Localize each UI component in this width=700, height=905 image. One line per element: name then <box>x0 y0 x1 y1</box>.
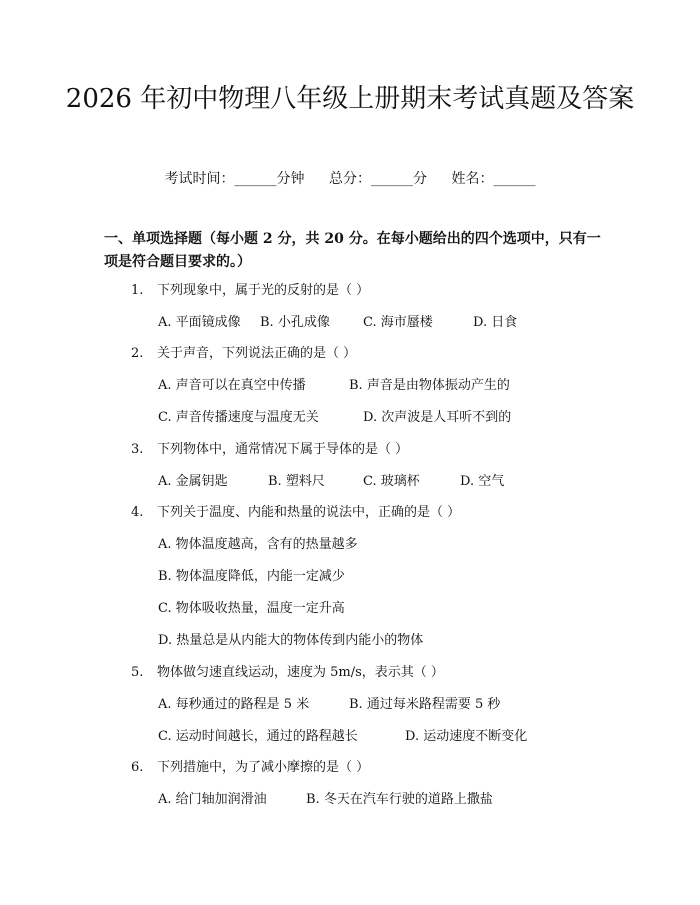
option-2d: D. 次声波是人耳听不到的 <box>363 410 512 425</box>
question-4 <box>131 503 460 523</box>
exam-score: 总分：______分 <box>329 171 427 187</box>
question-text: 下列措施中，为了减小摩擦的是（ ） <box>157 760 370 775</box>
option-5c: C. 运动时间越长，通过的路程越长 <box>158 729 358 744</box>
question-number: 6. <box>131 760 144 775</box>
question-6 <box>131 758 369 778</box>
option-4c: C. 物体吸收热量，温度一定升高 <box>158 601 345 616</box>
question-text: 下列现象中，属于光的反射的是（ ） <box>157 283 370 298</box>
question-text: 物体做匀速直线运动，速度为 5m/s，表示其（ ） <box>157 665 444 680</box>
option-4b: B. 物体温度降低，内能一定减少 <box>158 569 345 584</box>
option-2c: C. 声音传播速度与温度无关 <box>158 410 319 425</box>
option-1b: B. 小孔成像 <box>260 315 330 330</box>
option-6b: B. 冬天在汽车行驶的道路上撒盐 <box>306 792 493 807</box>
question-2 <box>131 344 356 364</box>
option-4a: A. 物体温度越高，含有的热量越多 <box>158 537 358 552</box>
question-number: 1. <box>131 283 144 298</box>
option-5d: D. 运动速度不断变化 <box>405 729 528 744</box>
question-number: 2. <box>131 346 144 361</box>
option-1a: A. 平面镜成像 <box>158 315 241 330</box>
exam-name: 姓名：______ <box>451 171 536 187</box>
option-5a: A. 每秒通过的路程是 5 米 <box>158 697 310 712</box>
option-1c: C. 海市蜃楼 <box>363 315 433 330</box>
question-3 <box>131 440 408 460</box>
question-text: 下列关于温度、内能和热量的说法中，正确的是（ ） <box>157 505 461 520</box>
question-text: 关于声音，下列说法正确的是（ ） <box>157 346 357 361</box>
exam-title: 2026 年初中物理八年级上册期末考试真题及答案 <box>65 84 635 114</box>
question-number: 5. <box>131 665 144 680</box>
option-3c: C. 玻璃杯 <box>363 474 420 489</box>
question-5 <box>131 663 444 683</box>
question-1 <box>131 281 369 301</box>
option-1d: D. 日食 <box>473 315 518 330</box>
option-3d: D. 空气 <box>460 474 505 489</box>
option-3a: A. 金属钥匙 <box>158 474 228 489</box>
question-number: 3. <box>131 442 144 457</box>
option-4d: D. 热量总是从内能大的物体传到内能小的物体 <box>158 633 424 648</box>
question-number: 4. <box>131 505 144 520</box>
option-3b: B. 塑料尺 <box>268 474 325 489</box>
question-text: 下列物体中，通常情况下属于导体的是（ ） <box>157 442 409 457</box>
option-2a: A. 声音可以在真空中传播 <box>158 378 306 393</box>
exam-meta <box>0 168 700 188</box>
option-5b: B. 通过每米路程需要 5 秒 <box>349 697 501 712</box>
option-6a: A. 给门轴加润滑油 <box>158 792 267 807</box>
exam-time: 考试时间：______分钟 <box>164 171 305 187</box>
option-2b: B. 声音是由物体振动产生的 <box>349 378 510 393</box>
section-heading: 一、单项选择题（每小题 2 分，共 20 分。在每小题给出的四个选项中，只有一项是符合题目要求的。） <box>104 231 601 270</box>
